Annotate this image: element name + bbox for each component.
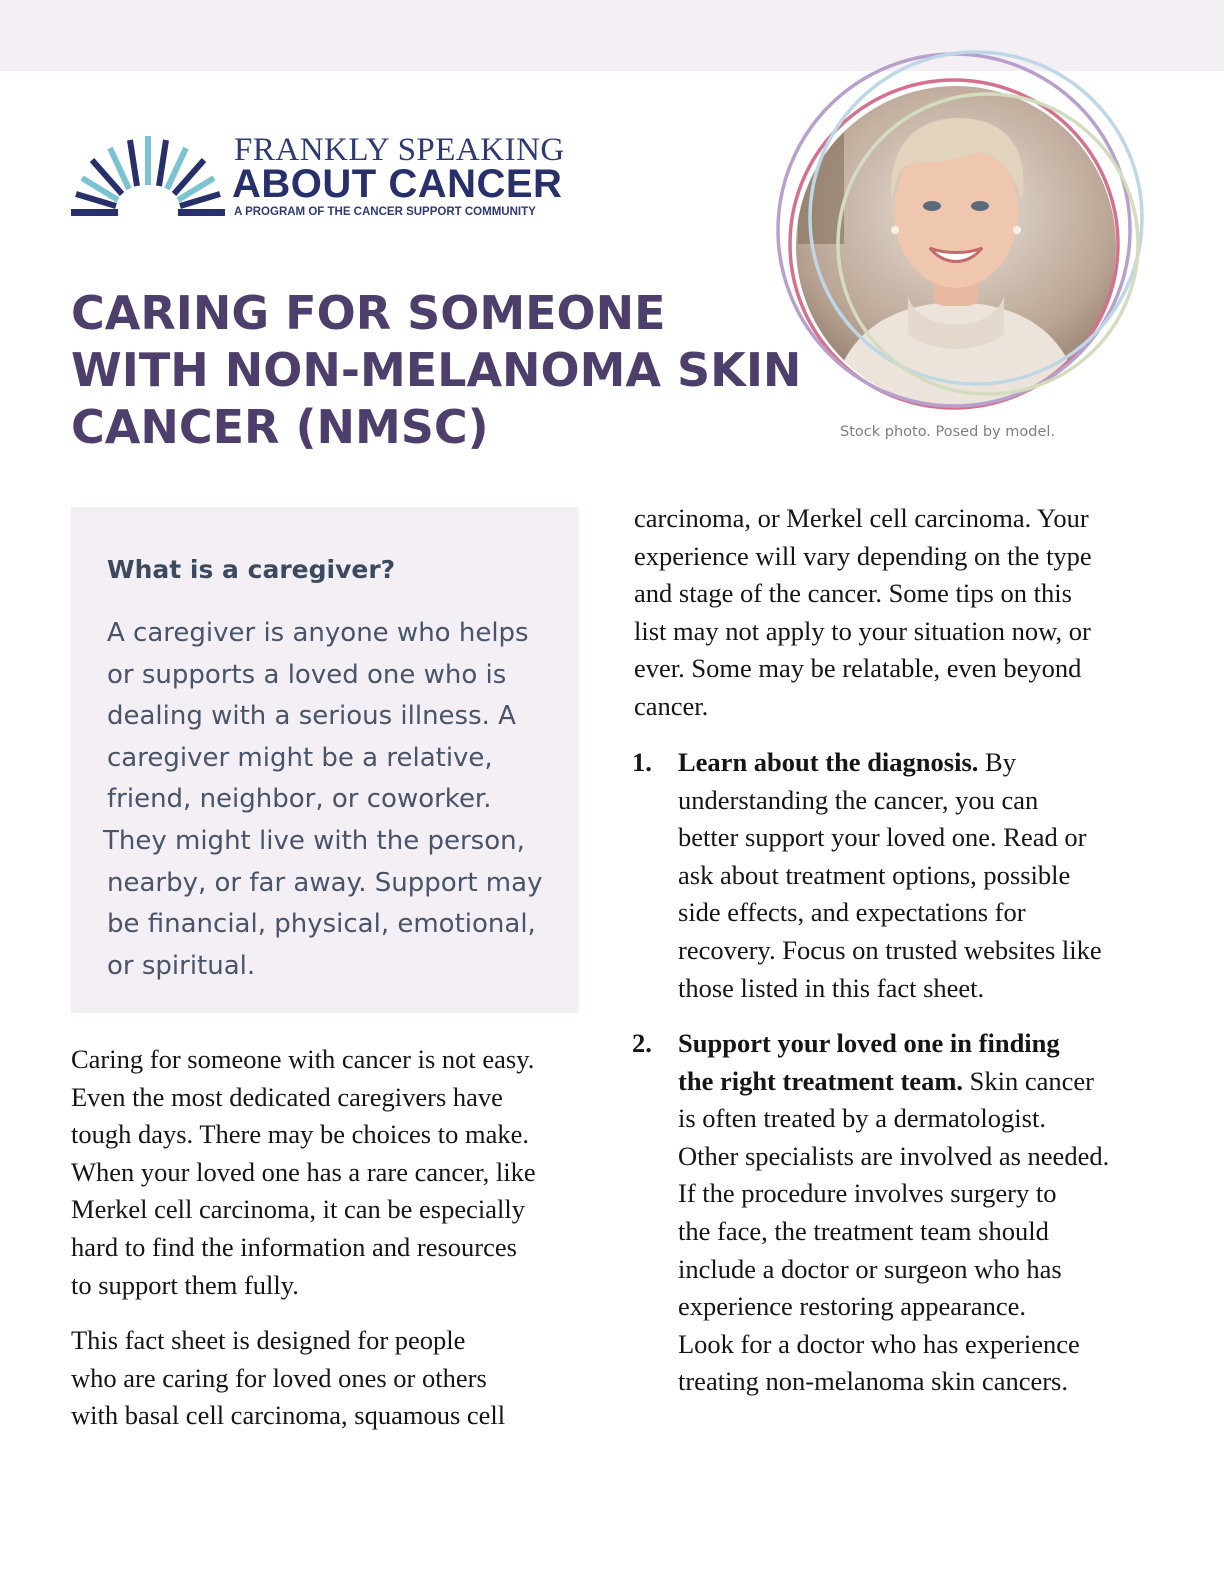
- callout-line: friend, neighbor, or coworker.: [107, 784, 492, 815]
- tip-number: 2.: [632, 1028, 652, 1058]
- tip-first-line: [678, 744, 1102, 782]
- sunburst-logo-icon: [70, 136, 226, 220]
- callout-line: nearby, or far away. Support may: [107, 867, 543, 898]
- portrait-photo: [768, 34, 1146, 414]
- text-line: ask about treatment options, possible: [678, 859, 1071, 890]
- tip-heading-line: [678, 1063, 1109, 1101]
- text-line: who are caring for loved ones or others: [71, 1362, 487, 1393]
- text-line: list may not apply to your situation now, or: [634, 615, 1091, 646]
- callout-line: dealing with a serious illness. A: [107, 701, 516, 732]
- frankly-speaking-logo: [70, 132, 590, 226]
- text-line: Look for a doctor who has experience: [678, 1328, 1080, 1359]
- text-line: treating non-melanoma skin cancers.: [678, 1366, 1068, 1397]
- text-line: side effects, and expectations for: [678, 897, 1026, 928]
- text-line: This fact sheet is designed for people: [71, 1325, 466, 1355]
- text-line: carcinoma, or Merkel cell carcinoma. Your: [634, 503, 1089, 533]
- text-line: the face, the treatment team should: [678, 1215, 1049, 1246]
- title-line: WITH NON-MELANOMA SKIN: [71, 343, 802, 397]
- caregiver-callout: [71, 507, 579, 1013]
- text-line: cancer.: [634, 690, 709, 721]
- text-line: understanding the cancer, you can: [678, 784, 1039, 815]
- callout-line: or supports a loved one who is: [107, 659, 507, 690]
- callout-line: or spiritual.: [107, 950, 256, 981]
- text-line: Merkel cell carcinoma, it can be especially: [71, 1194, 525, 1225]
- tip-text: [678, 1025, 1109, 1401]
- text-line: include a doctor or surgeon who has: [678, 1253, 1062, 1284]
- text-fragment: Skin cancer: [963, 1065, 1095, 1096]
- tip-heading: Support your loved one in finding: [678, 1028, 1060, 1058]
- text-line: experience will vary depending on the type: [634, 540, 1092, 571]
- text-line: If the procedure involves surgery to: [678, 1178, 1057, 1209]
- callout-line: be financial, physical, emotional,: [107, 909, 536, 940]
- page-title: [71, 285, 802, 456]
- text-line: ever. Some may be relatable, even beyond: [634, 653, 1082, 684]
- photo-caption: Stock photo. Posed by model.: [840, 424, 1056, 440]
- intro-paragraph: [71, 1041, 536, 1304]
- callout-line: They might live with the person,: [103, 825, 525, 856]
- title-line: CANCER (NMSC): [71, 400, 489, 454]
- text-fragment: By: [978, 747, 1016, 777]
- text-line: recovery. Focus on trusted websites like: [678, 934, 1102, 965]
- text-line: with basal cell carcinoma, squamous cell: [71, 1400, 506, 1431]
- logo-line-frankly-speaking: FRANKLY SPEAKING: [234, 132, 565, 168]
- text-line: and stage of the cancer. Some tips on this: [634, 578, 1072, 609]
- text-line: Even the most dedicated caregivers have: [71, 1081, 503, 1112]
- continued-paragraph: [634, 500, 1092, 726]
- text-line: When your loved one has a rare cancer, like: [71, 1156, 536, 1187]
- text-line: to support them fully.: [71, 1269, 299, 1300]
- text-line: Caring for someone with cancer is not easy.: [71, 1044, 535, 1074]
- text-line: is often treated by a dermatologist.: [678, 1103, 1046, 1134]
- logo-line-program: A PROGRAM OF THE CANCER SUPPORT COMMUNITY: [234, 206, 536, 218]
- callout-line: A caregiver is anyone who helps: [107, 618, 529, 648]
- text-line: tough days. There may be choices to make.: [71, 1119, 529, 1150]
- tip-heading: the right treatment team.: [678, 1065, 964, 1096]
- tip-heading: Learn about the diagnosis.: [678, 747, 979, 777]
- callout-body: [103, 613, 567, 987]
- logo-line-about-cancer: ABOUT CANCER: [232, 162, 563, 206]
- title-line: CARING FOR SOMEONE: [71, 286, 666, 340]
- tip-text: [678, 744, 1102, 1007]
- tip-number: 1.: [632, 747, 652, 777]
- fact-sheet-paragraph: [71, 1322, 505, 1435]
- callout-heading: What is a caregiver?: [107, 555, 396, 584]
- text-line: those listed in this fact sheet.: [678, 972, 985, 1003]
- tip-heading-line: [678, 1025, 1109, 1063]
- text-line: Other specialists are involved as needed.: [678, 1140, 1110, 1171]
- portrait-image: [768, 34, 1146, 414]
- text-line: better support your loved one. Read or: [678, 822, 1087, 853]
- callout-line: caregiver might be a relative,: [107, 742, 493, 773]
- text-line: hard to find the information and resources: [71, 1231, 517, 1262]
- text-line: experience restoring appearance.: [678, 1291, 1026, 1322]
